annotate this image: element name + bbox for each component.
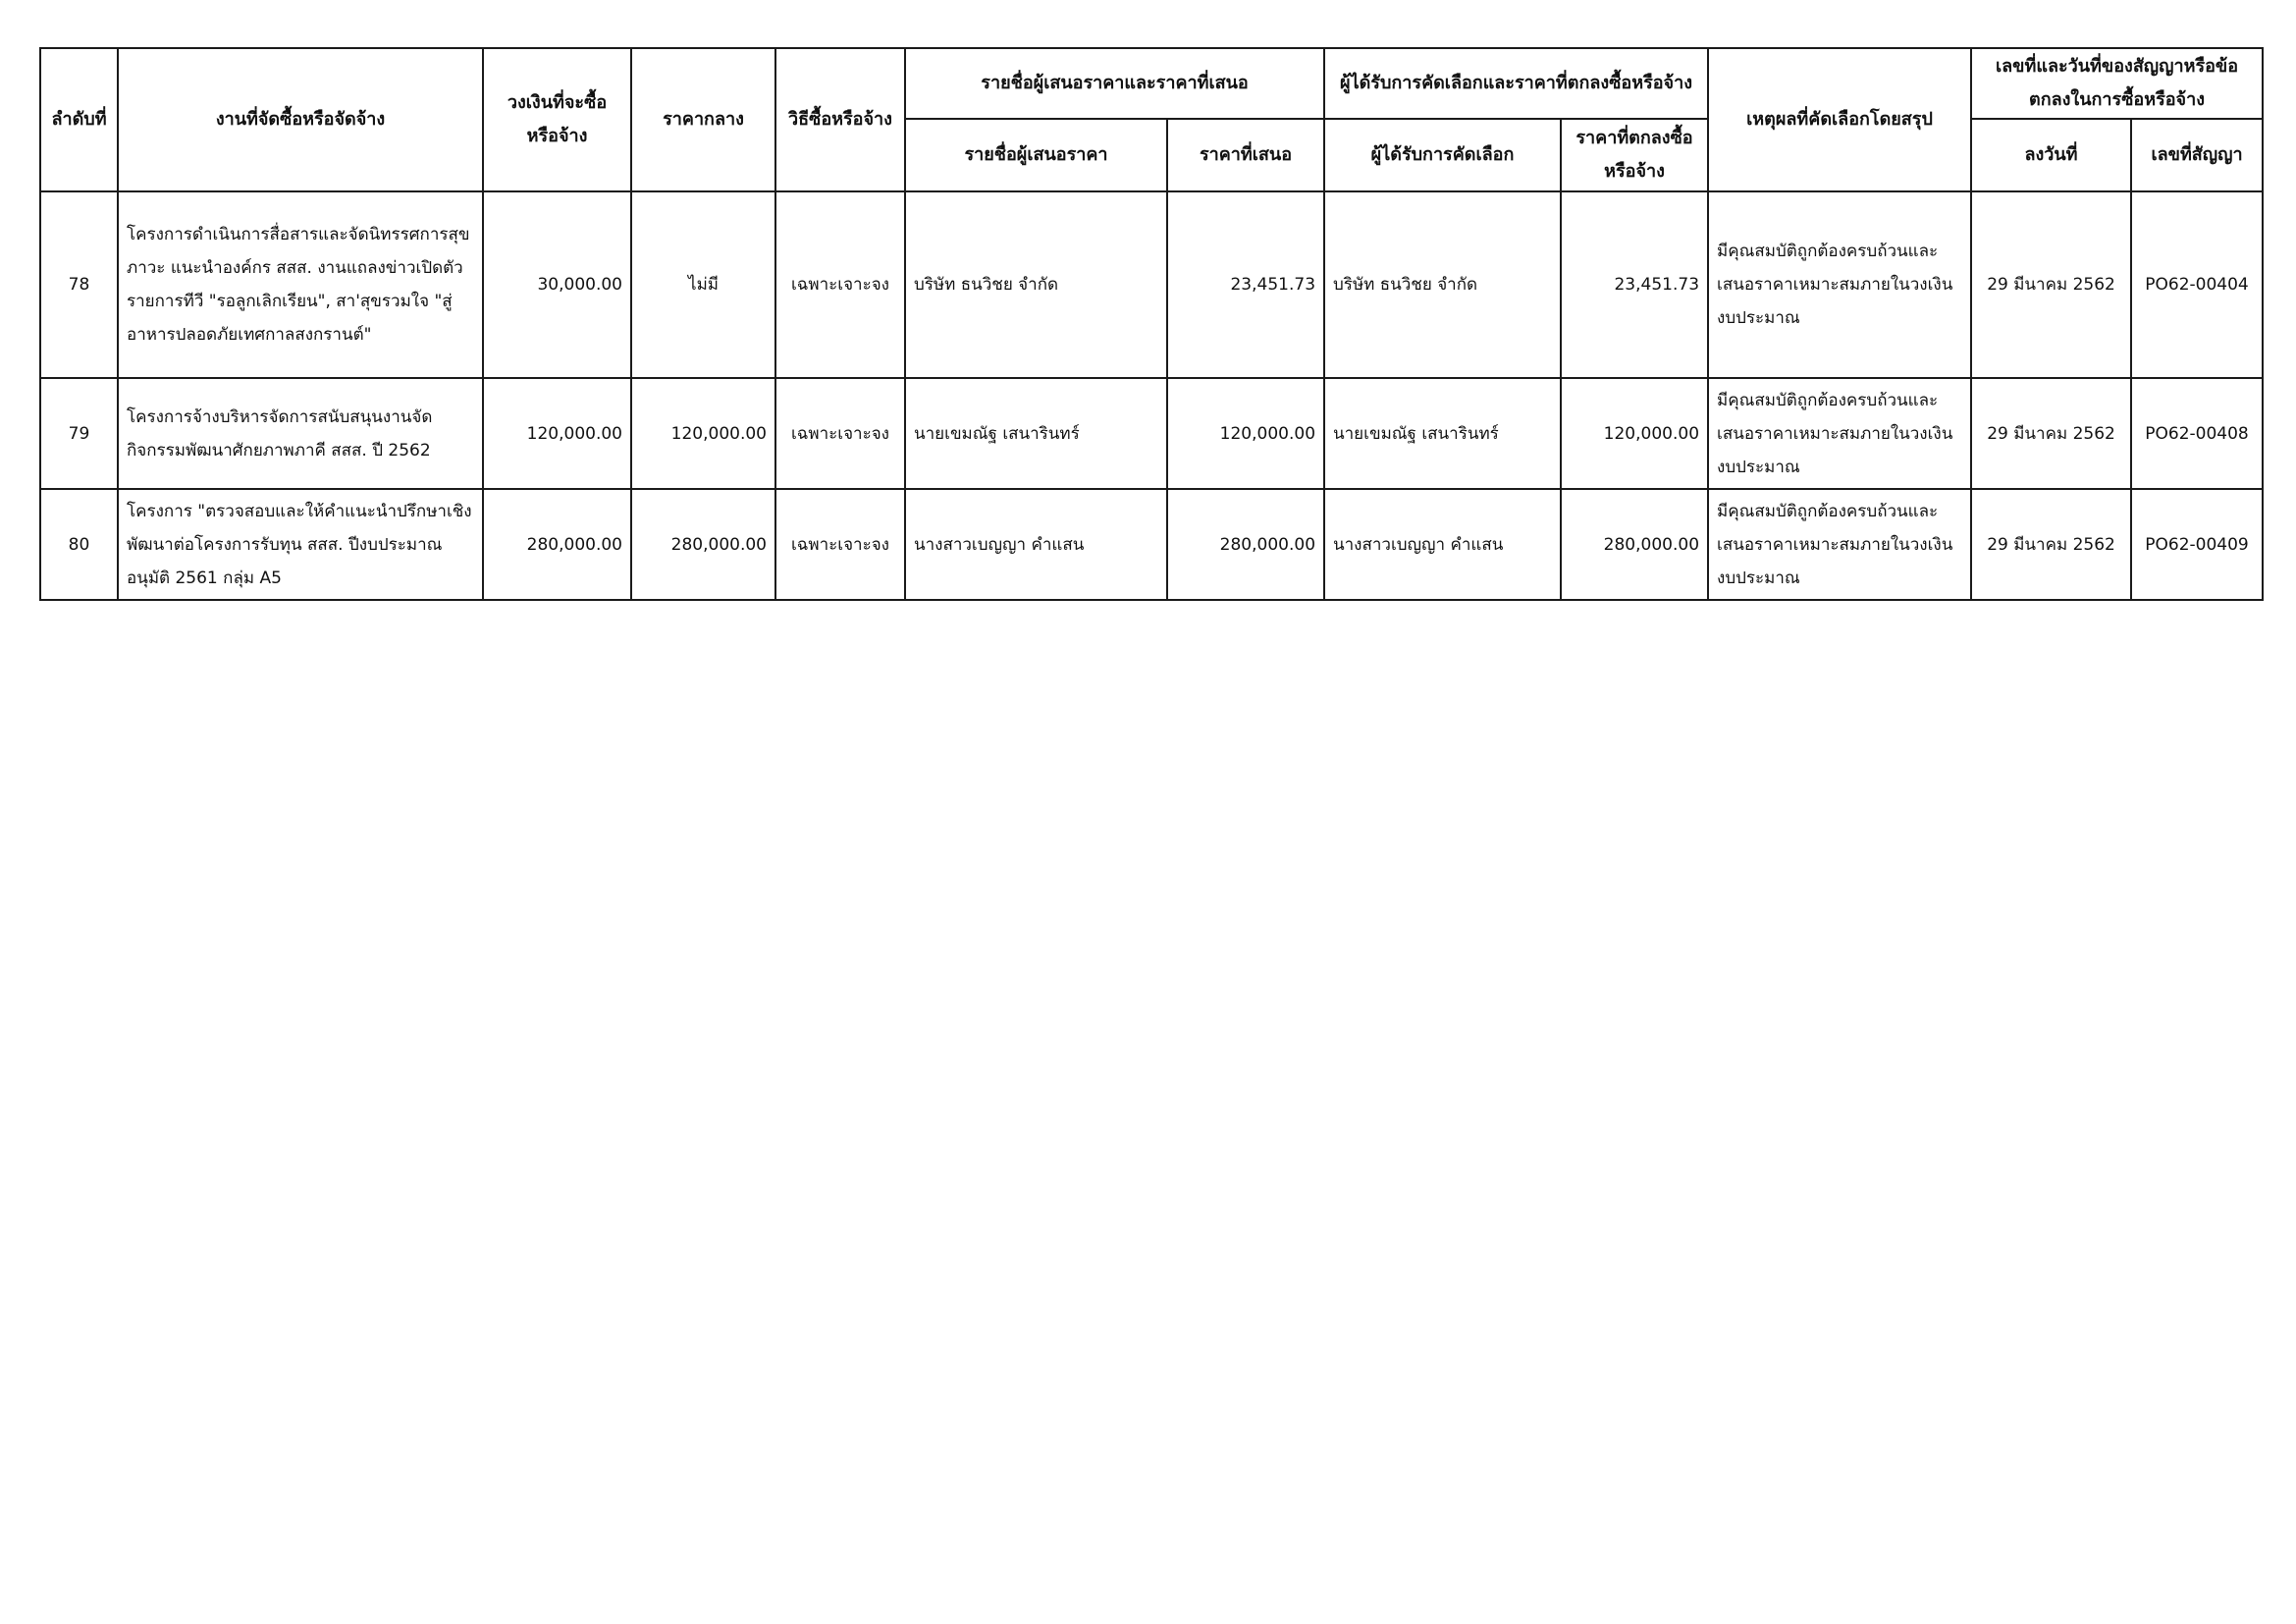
cell-bidder-name: นายเขมณัฐ เสนารินทร์ [905, 378, 1167, 489]
header-bidder-name: รายชื่อผู้เสนอราคา [905, 119, 1167, 191]
cell-reason: มีคุณสมบัติถูกต้องครบถ้วนและเสนอราคาเหมาะสมภายในวงเงินงบประมาณ [1708, 191, 1971, 378]
header-row-top [40, 48, 2263, 119]
cell-ref-price: ไม่มี [631, 191, 775, 378]
header-reason: เหตุผลที่คัดเลือกโดยสรุป [1708, 48, 1971, 191]
header-contract-group: เลขที่และวันที่ของสัญญาหรือข้อตกลงในการซื้อหรือจ้าง [1971, 48, 2263, 119]
cell-agreed-price: 23,451.73 [1561, 191, 1708, 378]
cell-contract-date: 29 มีนาคม 2562 [1971, 378, 2131, 489]
cell-bidder-name: บริษัท ธนวิชย จำกัด [905, 191, 1167, 378]
cell-contract-date: 29 มีนาคม 2562 [1971, 489, 2131, 600]
cell-ref-price: 120,000.00 [631, 378, 775, 489]
header-selected-group: ผู้ได้รับการคัดเลือกและราคาที่ตกลงซื้อหรือจ้าง [1324, 48, 1708, 119]
cell-method: เฉพาะเจาะจง [775, 489, 905, 600]
cell-method: เฉพาะเจาะจง [775, 378, 905, 489]
cell-work: โครงการจ้างบริหารจัดการสนับสนุนงานจัดกิจกรรมพัฒนาศักยภาพภาคี สสส. ปี 2562 [118, 378, 483, 489]
cell-contract-date: 29 มีนาคม 2562 [1971, 191, 2131, 378]
header-method: วิธีซื้อหรือจ้าง [775, 48, 905, 191]
cell-work: โครงการ "ตรวจสอบและให้คำแนะนำปรึกษาเชิงพัฒนาต่อโครงการรับทุน สสส. ปีงบประมาณอนุมัติ 2561 กลุ่ม A5 [118, 489, 483, 600]
header-agreed-price: ราคาที่ตกลงซื้อหรือจ้าง [1561, 119, 1708, 191]
cell-method: เฉพาะเจาะจง [775, 191, 905, 378]
table-row [40, 378, 2263, 489]
cell-selected-name: นางสาวเบญญา คำแสน [1324, 489, 1561, 600]
cell-seq: 79 [40, 378, 118, 489]
header-ref-price: ราคากลาง [631, 48, 775, 191]
cell-budget: 30,000.00 [483, 191, 631, 378]
cell-seq: 78 [40, 191, 118, 378]
cell-agreed-price: 280,000.00 [1561, 489, 1708, 600]
cell-bid-price: 280,000.00 [1167, 489, 1324, 600]
cell-contract-no: PO62-00408 [2131, 378, 2263, 489]
header-contract-date: ลงวันที่ [1971, 119, 2131, 191]
cell-selected-name: บริษัท ธนวิชย จำกัด [1324, 191, 1561, 378]
cell-work: โครงการดำเนินการสื่อสารและจัดนิทรรศการสุขภาวะ แนะนำองค์กร สสส. งานแถลงข่าวเปิดตัวรายการทีวี "รอลูกเลิกเรียน", สา'สุขรวมใจ "สู่อาหารปลอดภัยเทศกาลสงกรานต์" [118, 191, 483, 378]
cell-bidder-name: นางสาวเบญญา คำแสน [905, 489, 1167, 600]
cell-selected-name: นายเขมณัฐ เสนารินทร์ [1324, 378, 1561, 489]
header-bid-price: ราคาที่เสนอ [1167, 119, 1324, 191]
cell-budget: 120,000.00 [483, 378, 631, 489]
header-work: งานที่จัดซื้อหรือจัดจ้าง [118, 48, 483, 191]
table-body [40, 191, 2263, 600]
cell-reason: มีคุณสมบัติถูกต้องครบถ้วนและเสนอราคาเหมาะสมภายในวงเงินงบประมาณ [1708, 489, 1971, 600]
cell-contract-no: PO62-00409 [2131, 489, 2263, 600]
table-row [40, 191, 2263, 378]
table-header [40, 48, 2263, 191]
header-bidders-group: รายชื่อผู้เสนอราคาและราคาที่เสนอ [905, 48, 1324, 119]
header-selected-name: ผู้ได้รับการคัดเลือก [1324, 119, 1561, 191]
header-contract-no: เลขที่สัญญา [2131, 119, 2263, 191]
cell-budget: 280,000.00 [483, 489, 631, 600]
cell-reason: มีคุณสมบัติถูกต้องครบถ้วนและเสนอราคาเหมาะสมภายในวงเงินงบประมาณ [1708, 378, 1971, 489]
header-budget: วงเงินที่จะซื้อหรือจ้าง [483, 48, 631, 191]
cell-bid-price: 120,000.00 [1167, 378, 1324, 489]
header-seq: ลำดับที่ [40, 48, 118, 191]
cell-ref-price: 280,000.00 [631, 489, 775, 600]
table-row [40, 489, 2263, 600]
cell-bid-price: 23,451.73 [1167, 191, 1324, 378]
cell-agreed-price: 120,000.00 [1561, 378, 1708, 489]
cell-contract-no: PO62-00404 [2131, 191, 2263, 378]
procurement-table [39, 47, 2264, 601]
cell-seq: 80 [40, 489, 118, 600]
